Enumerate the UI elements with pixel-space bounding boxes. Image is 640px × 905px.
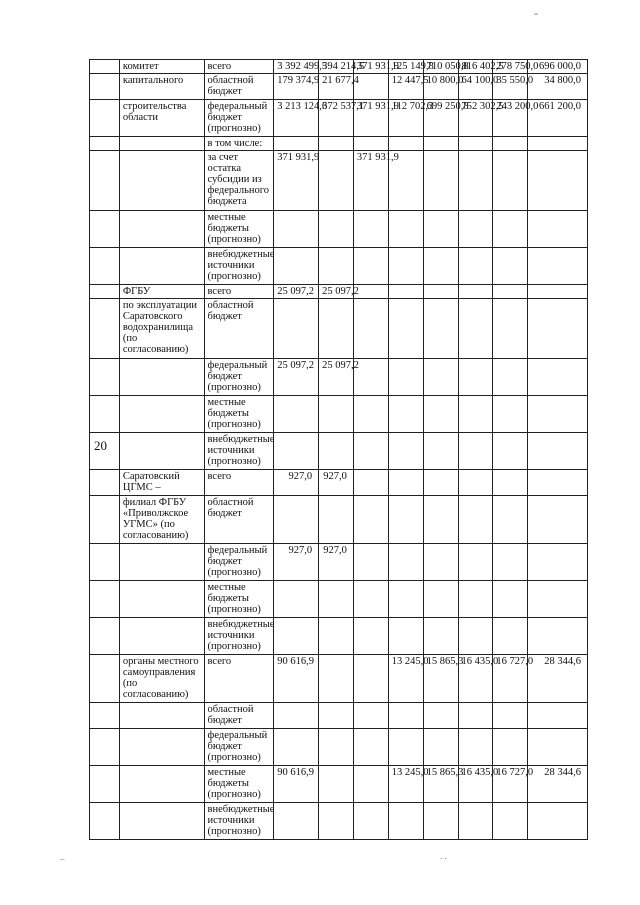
table-cell — [319, 495, 354, 543]
table-cell: всего — [204, 469, 274, 495]
table-cell — [423, 495, 458, 543]
table-cell: 15 865,3 — [423, 654, 458, 702]
table-cell — [493, 358, 528, 395]
table-cell — [423, 358, 458, 395]
table-row — [90, 765, 588, 802]
table-cell: местные бюджеты (прогнозно) — [204, 765, 274, 802]
table-cell — [458, 137, 493, 151]
table-cell — [423, 469, 458, 495]
table-cell — [528, 432, 588, 469]
table-cell: 927,0 — [319, 543, 354, 580]
table-cell — [458, 495, 493, 543]
table-cell — [119, 543, 204, 580]
table-cell — [319, 151, 354, 211]
table-cell: 696 000,0 — [528, 60, 588, 74]
table-cell: 278 750,0 — [493, 60, 528, 74]
table-row — [90, 60, 588, 74]
table-cell — [458, 284, 493, 298]
table-cell — [119, 617, 204, 654]
table-cell — [458, 580, 493, 617]
table-cell: 371 931,9 — [274, 151, 319, 211]
table-row — [90, 358, 588, 395]
table-cell — [90, 495, 120, 543]
table-cell: 25 097,2 — [274, 358, 319, 395]
table-cell — [493, 299, 528, 359]
table-cell — [353, 137, 388, 151]
table-cell: 16 435,0 — [458, 765, 493, 802]
table-cell: Саратовский ЦГМС – — [119, 469, 204, 495]
table-cell — [458, 395, 493, 432]
table-row — [90, 211, 588, 248]
table-row — [90, 469, 588, 495]
table-cell: 12 447,5 — [388, 74, 423, 100]
table-row — [90, 100, 588, 137]
table-cell: 13 245,0 — [388, 765, 423, 802]
table-cell — [274, 703, 319, 729]
table-row — [90, 495, 588, 543]
table-cell — [274, 137, 319, 151]
table-cell: федеральный бюджет (прогнозно) — [204, 100, 274, 137]
table-cell — [319, 654, 354, 702]
table-cell — [493, 432, 528, 469]
table-cell — [90, 703, 120, 729]
table-cell: 699 250,8 — [423, 100, 458, 137]
table-row — [90, 654, 588, 702]
table-cell — [493, 284, 528, 298]
table-cell — [90, 74, 120, 100]
table-row — [90, 617, 588, 654]
table-cell: внебюджетные источники (прогнозно) — [204, 248, 274, 285]
table-cell — [388, 703, 423, 729]
table-cell: строительства области — [119, 100, 204, 137]
table-cell: филиал ФГБУ «Приволжское УГМС» (по согласованию) — [119, 495, 204, 543]
table-cell — [388, 358, 423, 395]
table-cell — [90, 728, 120, 765]
table-cell — [493, 703, 528, 729]
table-cell — [119, 151, 204, 211]
table-cell — [493, 151, 528, 211]
table-cell — [493, 211, 528, 248]
table-cell — [528, 137, 588, 151]
table-cell: капитального — [119, 74, 204, 100]
table-cell: местные бюджеты (прогнозно) — [204, 395, 274, 432]
table-cell — [423, 395, 458, 432]
table-cell — [274, 395, 319, 432]
table-cell — [528, 358, 588, 395]
table-cell — [90, 358, 120, 395]
table-cell — [274, 211, 319, 248]
table-cell: 125 149,8 — [388, 60, 423, 74]
table-row — [90, 728, 588, 765]
table-cell — [274, 432, 319, 469]
table-cell: 35 550,0 — [493, 74, 528, 100]
table-cell — [388, 543, 423, 580]
table-cell — [353, 654, 388, 702]
table-cell — [353, 543, 388, 580]
table-cell — [423, 580, 458, 617]
table-cell: 661 200,0 — [528, 100, 588, 137]
table-cell — [493, 395, 528, 432]
table-cell: 16 727,0 — [493, 654, 528, 702]
budget-table — [89, 59, 588, 840]
table-cell — [528, 151, 588, 211]
table-cell: за счет остатка субсидии из федерального бюджета — [204, 151, 274, 211]
table-cell — [528, 617, 588, 654]
table-cell: комитет — [119, 60, 204, 74]
table-row — [90, 74, 588, 100]
table-cell — [528, 728, 588, 765]
table-cell — [353, 432, 388, 469]
table-cell: местные бюджеты (прогнозно) — [204, 211, 274, 248]
table-cell: 90 616,9 — [274, 654, 319, 702]
table-cell: 25 097,2 — [319, 284, 354, 298]
table-cell — [90, 151, 120, 211]
table-cell — [119, 211, 204, 248]
table-cell — [353, 395, 388, 432]
table-cell: 64 100,0 — [458, 74, 493, 100]
table-cell — [458, 358, 493, 395]
scan-mark: . . — [440, 851, 447, 861]
table-cell — [90, 802, 120, 839]
table-cell — [319, 703, 354, 729]
table-row — [90, 284, 588, 298]
table-cell: 372 537,1 — [319, 100, 354, 137]
table-cell — [353, 617, 388, 654]
table-cell — [319, 211, 354, 248]
table-cell: 34 800,0 — [528, 74, 588, 100]
table-cell: 3 213 124,6 — [274, 100, 319, 137]
table-cell: 394 214,5 — [319, 60, 354, 74]
table-row — [90, 580, 588, 617]
table-cell — [119, 580, 204, 617]
table-cell — [388, 728, 423, 765]
table-cell — [528, 469, 588, 495]
table-cell — [388, 469, 423, 495]
table-cell — [353, 299, 388, 359]
table-cell — [90, 543, 120, 580]
table-cell — [90, 580, 120, 617]
table-row — [90, 543, 588, 580]
table-row — [90, 299, 588, 359]
table-cell — [528, 299, 588, 359]
table-cell — [319, 580, 354, 617]
table-cell — [528, 211, 588, 248]
table-cell — [388, 284, 423, 298]
table-row — [90, 248, 588, 285]
table-cell — [319, 765, 354, 802]
table-cell: внебюджетные источники (прогнозно) — [204, 432, 274, 469]
table-cell — [458, 617, 493, 654]
table-cell: федеральный бюджет (прогнозно) — [204, 358, 274, 395]
page-number: 20 — [94, 438, 107, 453]
table-cell — [458, 802, 493, 839]
table-cell — [90, 395, 120, 432]
table-cell — [119, 802, 204, 839]
table-row — [90, 802, 588, 839]
table-cell — [528, 580, 588, 617]
table-body — [90, 60, 588, 840]
table-cell: ФГБУ — [119, 284, 204, 298]
table-cell — [319, 137, 354, 151]
table-cell: всего — [204, 60, 274, 74]
table-cell — [90, 654, 120, 702]
table-cell — [458, 432, 493, 469]
table-cell: 243 200,0 — [493, 100, 528, 137]
table-cell — [528, 543, 588, 580]
table-cell — [423, 728, 458, 765]
table-cell: органы местного самоуправления (по согласованию) — [119, 654, 204, 702]
table-cell — [423, 802, 458, 839]
table-cell — [528, 495, 588, 543]
table-cell: 927,0 — [319, 469, 354, 495]
table-cell — [388, 617, 423, 654]
table-row — [90, 151, 588, 211]
table-cell: 112 702,3 — [388, 100, 423, 137]
table-cell — [119, 358, 204, 395]
table-cell — [90, 284, 120, 298]
table-cell — [493, 543, 528, 580]
table-cell: 25 097,2 — [274, 284, 319, 298]
table-cell — [458, 703, 493, 729]
table-row — [90, 137, 588, 151]
table-cell: 90 616,9 — [274, 765, 319, 802]
table-cell — [493, 137, 528, 151]
table-cell — [353, 248, 388, 285]
table-cell: 927,0 — [274, 543, 319, 580]
table-cell — [274, 299, 319, 359]
table-cell: внебюджетные источники (прогнозно) — [204, 617, 274, 654]
table-row — [90, 395, 588, 432]
table-cell: всего — [204, 654, 274, 702]
scan-mark: “ — [534, 11, 538, 21]
table-cell: 927,0 — [274, 469, 319, 495]
table-cell — [528, 395, 588, 432]
table-cell: 21 677,4 — [319, 74, 354, 100]
table-cell: 3 392 499,5 — [274, 60, 319, 74]
table-cell — [90, 299, 120, 359]
table-cell: 16 727,0 — [493, 765, 528, 802]
table-cell: 13 245,0 — [388, 654, 423, 702]
table-cell: местные бюджеты (прогнозно) — [204, 580, 274, 617]
table-cell — [388, 432, 423, 469]
table-cell — [388, 495, 423, 543]
table-cell — [90, 100, 120, 137]
table-cell — [353, 580, 388, 617]
table-cell: 10 800,0 — [423, 74, 458, 100]
table-cell: всего — [204, 284, 274, 298]
table-cell: областной бюджет — [204, 74, 274, 100]
table-cell — [388, 137, 423, 151]
table-cell — [353, 728, 388, 765]
table-cell — [528, 284, 588, 298]
scan-mark: – — [60, 854, 65, 864]
table-cell — [493, 617, 528, 654]
table-cell — [90, 60, 120, 74]
table-cell — [119, 765, 204, 802]
table-cell — [90, 765, 120, 802]
table-cell — [353, 495, 388, 543]
table-cell — [388, 802, 423, 839]
table-cell — [423, 703, 458, 729]
table-cell: 15 865,3 — [423, 765, 458, 802]
table-cell — [423, 543, 458, 580]
table-cell — [353, 469, 388, 495]
table-cell — [458, 728, 493, 765]
table-cell: областной бюджет — [204, 299, 274, 359]
table-cell: 28 344,6 — [528, 765, 588, 802]
table-cell — [274, 248, 319, 285]
table-cell: 710 050,8 — [423, 60, 458, 74]
table-cell — [423, 617, 458, 654]
table-cell: 16 435,0 — [458, 654, 493, 702]
table-cell — [353, 703, 388, 729]
table-cell — [353, 211, 388, 248]
table-cell — [119, 395, 204, 432]
table-cell — [493, 469, 528, 495]
table-cell — [319, 299, 354, 359]
table-cell: 179 374,9 — [274, 74, 319, 100]
table-cell — [458, 151, 493, 211]
table-cell — [458, 543, 493, 580]
table-cell — [423, 284, 458, 298]
table-cell — [119, 248, 204, 285]
table-cell: 752 302,5 — [458, 100, 493, 137]
table-cell: 371 931,9 — [353, 151, 388, 211]
table-cell — [90, 248, 120, 285]
table-cell: федеральный бюджет (прогнозно) — [204, 728, 274, 765]
table-cell — [90, 617, 120, 654]
table-cell — [493, 802, 528, 839]
table-cell: 25 097,2 — [319, 358, 354, 395]
table-cell: 28 344,6 — [528, 654, 588, 702]
table-cell — [423, 299, 458, 359]
table-row — [90, 432, 588, 469]
table-cell: в том числе: — [204, 137, 274, 151]
table-cell: областной бюджет — [204, 703, 274, 729]
table-cell — [353, 802, 388, 839]
table-cell — [274, 617, 319, 654]
table-cell — [528, 248, 588, 285]
table-cell — [274, 580, 319, 617]
table-cell — [90, 211, 120, 248]
table-cell: федеральный бюджет (прогнозно) — [204, 543, 274, 580]
table-cell — [90, 469, 120, 495]
table-cell — [319, 728, 354, 765]
table-cell — [458, 211, 493, 248]
table-cell — [423, 137, 458, 151]
table-cell — [423, 432, 458, 469]
table-cell: внебюджетные источники (прогнозно) — [204, 802, 274, 839]
table-cell — [493, 248, 528, 285]
table-cell — [388, 580, 423, 617]
table-cell — [458, 469, 493, 495]
table-cell — [493, 728, 528, 765]
table-cell — [319, 802, 354, 839]
table-cell: 371 931,9 — [353, 100, 388, 137]
table-cell: областной бюджет — [204, 495, 274, 543]
table-cell — [528, 703, 588, 729]
table-cell — [319, 395, 354, 432]
table-cell — [458, 248, 493, 285]
table-cell: 371 931,9 — [353, 60, 388, 74]
table-cell — [319, 248, 354, 285]
table-cell — [528, 802, 588, 839]
table-cell — [319, 432, 354, 469]
table-cell — [423, 211, 458, 248]
table-cell — [319, 617, 354, 654]
table-cell — [423, 248, 458, 285]
table-cell — [274, 728, 319, 765]
table-cell — [388, 299, 423, 359]
table-cell: по эксплуатации Саратовского водохранилища (по согласованию) — [119, 299, 204, 359]
table-cell — [458, 299, 493, 359]
table-cell — [119, 432, 204, 469]
table-cell — [90, 432, 120, 469]
table-cell — [274, 495, 319, 543]
table-cell — [493, 580, 528, 617]
table-cell — [388, 395, 423, 432]
table-cell: 816 402,5 — [458, 60, 493, 74]
table-cell — [388, 248, 423, 285]
table-cell — [119, 728, 204, 765]
table-cell — [353, 765, 388, 802]
table-cell — [388, 211, 423, 248]
table-cell — [274, 802, 319, 839]
table-cell — [90, 137, 120, 151]
table-cell — [493, 495, 528, 543]
table-cell — [423, 151, 458, 211]
table-cell — [119, 703, 204, 729]
table-cell — [119, 137, 204, 151]
table-row — [90, 703, 588, 729]
